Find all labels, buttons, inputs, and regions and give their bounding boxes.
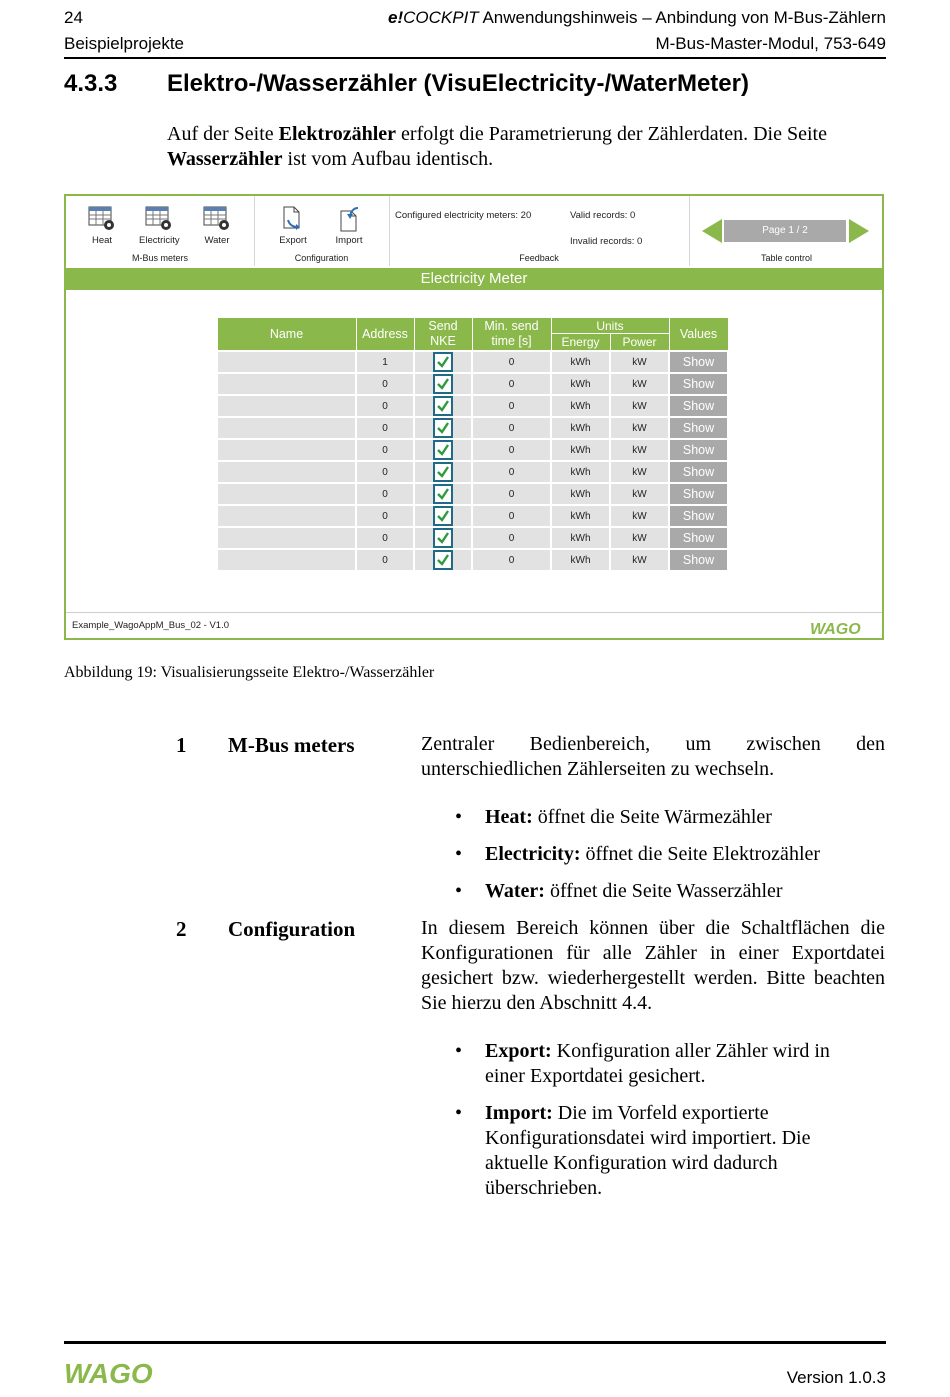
table-control-group-title: Table control — [760, 253, 813, 263]
cell-power-unit: kW — [610, 483, 669, 505]
show-values-button[interactable]: Show — [669, 439, 728, 461]
table-row — [217, 483, 728, 505]
table-row — [217, 417, 728, 439]
cell-name — [217, 527, 356, 549]
cell-name — [217, 461, 356, 483]
cell-send-nke[interactable] — [414, 527, 472, 549]
bullet-text: öffnet die Seite Wärmezähler — [532, 806, 772, 828]
cell-send-nke[interactable] — [414, 549, 472, 571]
import-icon — [336, 206, 362, 232]
cell-name — [217, 417, 356, 439]
bullet-text: öffnet die Seite Wasserzähler — [544, 880, 783, 902]
cell-address: 0 — [356, 439, 414, 461]
cell-send-nke[interactable] — [414, 461, 472, 483]
definition-term: M-Bus meters — [228, 733, 355, 757]
cell-min-send: 0 — [472, 351, 551, 373]
section-title: Elektro-/Wasserzähler (VisuElectricity-/WaterMeter) — [167, 70, 749, 97]
cell-power-unit: kW — [610, 351, 669, 373]
visualization-screenshot — [64, 194, 884, 640]
cell-min-send: 0 — [472, 483, 551, 505]
export-button[interactable] — [273, 206, 313, 246]
table-gear-icon — [88, 206, 116, 232]
cell-name — [217, 395, 356, 417]
bullet-label: Import: — [485, 1102, 553, 1124]
intro-paragraph — [167, 122, 886, 172]
version-text: Version 1.0.3 — [786, 1368, 886, 1387]
cell-address: 0 — [356, 395, 414, 417]
cell-address: 0 — [356, 527, 414, 549]
figure-caption: Abbildung 19: Visualisierungsseite Elektro-/Wasserzähler — [64, 664, 435, 681]
cell-energy-unit: kWh — [551, 505, 610, 527]
table-row — [217, 527, 728, 549]
show-values-button[interactable]: Show — [669, 483, 728, 505]
feedback-group-title: Feedback — [519, 253, 559, 263]
previous-page-arrow-icon[interactable] — [701, 218, 723, 244]
bullet-item — [421, 842, 885, 867]
send-nke-checkbox[interactable] — [433, 462, 453, 482]
section-number: 4.3.3 — [64, 70, 118, 97]
col-min-send-line1: Min. send — [484, 319, 539, 333]
cell-energy-unit: kWh — [551, 483, 610, 505]
checkmark-icon — [435, 442, 451, 458]
show-values-button[interactable]: Show — [669, 461, 728, 483]
cell-name — [217, 351, 356, 373]
col-name: Name — [217, 318, 356, 352]
send-nke-checkbox[interactable] — [433, 550, 453, 570]
checkmark-icon — [435, 354, 451, 370]
checkmark-icon — [435, 552, 451, 568]
definition-number: 1 — [176, 733, 187, 757]
brand-name: COCKPIT — [403, 8, 479, 27]
send-nke-checkbox[interactable] — [433, 506, 453, 526]
checkmark-icon — [435, 420, 451, 436]
cell-min-send: 0 — [472, 549, 551, 571]
cell-power-unit: kW — [610, 505, 669, 527]
bullet-text: öffnet die Seite Elektrozähler — [580, 843, 821, 865]
cell-address: 0 — [356, 461, 414, 483]
intro-text: ist vom Aufbau identisch. — [282, 148, 494, 170]
cell-min-send: 0 — [472, 461, 551, 483]
cell-address: 0 — [356, 483, 414, 505]
col-energy: Energy — [551, 334, 610, 351]
cell-power-unit: kW — [610, 373, 669, 395]
invalid-records-text: Invalid records: 0 — [570, 236, 643, 247]
send-nke-checkbox[interactable] — [433, 374, 453, 394]
cell-address: 0 — [356, 373, 414, 395]
cell-power-unit: kW — [610, 395, 669, 417]
section-heading — [64, 70, 749, 98]
doc-title: Anwendungshinweis – Anbindung von M-Bus-Zählern — [478, 8, 886, 27]
water-button[interactable] — [197, 206, 237, 246]
checkmark-icon — [435, 486, 451, 502]
table-row — [217, 461, 728, 483]
cell-send-nke[interactable] — [414, 351, 472, 373]
col-power: Power — [610, 334, 669, 351]
cell-address: 1 — [356, 351, 414, 373]
header-rule — [64, 57, 886, 59]
document-title — [388, 8, 886, 30]
cell-min-send: 0 — [472, 439, 551, 461]
configured-meters-text: Configured electricity meters: 20 — [395, 210, 532, 221]
checkmark-icon — [435, 464, 451, 480]
electricity-label: Electricity — [139, 235, 180, 246]
cell-power-unit: kW — [610, 527, 669, 549]
bullet-text: Konfiguration aller Zähler wird in einer Exportdatei gesichert. — [485, 1040, 830, 1087]
mbus-meters-group-title: M-Bus meters — [131, 253, 188, 263]
checkmark-icon — [435, 530, 451, 546]
wago-footer-logo-text: WAGO — [64, 1358, 153, 1388]
cell-power-unit: kW — [610, 417, 669, 439]
page-header-bottom — [64, 34, 886, 56]
bullet-item — [421, 1039, 861, 1089]
electricity-button[interactable] — [139, 206, 179, 246]
definition-description: In diesem Bereich können über die Schaltflächen die Konfigurationen für alle Zähler in einer Exportdatei gesichert bzw. wiederhergestellt werden. Bitte beachten Sie hierzu den Abschnitt 4.4. — [421, 917, 885, 1014]
meter-table-body — [217, 351, 728, 571]
definition-term: Configuration — [228, 917, 356, 941]
export-label: Export — [279, 235, 307, 246]
intro-bold-electricity: Elektrozähler — [278, 123, 397, 145]
valid-records-text: Valid records: 0 — [570, 210, 636, 221]
page-number: 24 — [64, 8, 83, 27]
water-label: Water — [204, 235, 230, 246]
heat-label: Heat — [91, 235, 113, 246]
col-address: Address — [356, 318, 414, 352]
cell-min-send: 0 — [472, 505, 551, 527]
table-gear-icon — [145, 206, 173, 232]
col-values: Values — [669, 318, 728, 352]
cell-energy-unit: kWh — [551, 439, 610, 461]
cell-send-nke[interactable] — [414, 373, 472, 395]
wago-logo — [810, 620, 868, 636]
cell-send-nke[interactable] — [414, 483, 472, 505]
intro-bold-water: Wasserzähler — [167, 148, 283, 170]
cell-send-nke[interactable] — [414, 439, 472, 461]
cell-address: 0 — [356, 549, 414, 571]
wago-footer-logo — [64, 1358, 154, 1388]
cell-power-unit: kW — [610, 549, 669, 571]
toolbar — [66, 196, 882, 266]
bullet-label: Electricity: — [485, 843, 581, 865]
cell-address: 0 — [356, 505, 414, 527]
bullet-label: Water: — [485, 880, 545, 902]
cell-name — [217, 439, 356, 461]
table-row — [217, 549, 728, 571]
wago-logo-text: WAGO — [810, 621, 861, 636]
module-name: M-Bus-Master-Modul, 753-649 — [655, 34, 886, 53]
cell-min-send: 0 — [472, 527, 551, 549]
brand-prefix: e! — [388, 8, 404, 27]
send-nke-checkbox[interactable] — [433, 352, 453, 372]
configuration-group — [254, 196, 390, 266]
show-values-button[interactable]: Show — [669, 395, 728, 417]
definition-number: 2 — [176, 917, 187, 941]
send-nke-checkbox[interactable] — [433, 528, 453, 548]
mbus-meters-group — [66, 196, 255, 266]
cell-energy-unit: kWh — [551, 395, 610, 417]
cell-send-nke[interactable] — [414, 395, 472, 417]
col-send-nke-line1: Send — [428, 319, 458, 333]
table-gear-icon — [203, 206, 231, 232]
definition-description: Zentraler Bedienbereich, um zwischen den unterschiedlichen Zählerseiten zu wechseln. — [421, 733, 885, 780]
col-units: Units — [551, 318, 669, 334]
next-page-arrow-icon[interactable] — [848, 218, 870, 244]
page-indicator: Page 1 / 2 — [724, 220, 846, 242]
definition-bullets — [421, 1039, 861, 1201]
configuration-group-title: Configuration — [294, 253, 349, 263]
col-min-send — [472, 318, 551, 352]
cell-energy-unit: kWh — [551, 549, 610, 571]
send-nke-checkbox[interactable] — [433, 440, 453, 460]
show-values-button[interactable]: Show — [669, 373, 728, 395]
footer-rule — [64, 1341, 886, 1344]
bullet-item — [421, 1101, 861, 1201]
checkmark-icon — [435, 508, 451, 524]
table-row — [217, 351, 728, 373]
cell-power-unit: kW — [610, 439, 669, 461]
show-values-button[interactable]: Show — [669, 505, 728, 527]
checkmark-icon — [435, 376, 451, 392]
chapter-name: Beispielprojekte — [64, 34, 185, 53]
send-nke-checkbox[interactable] — [433, 418, 453, 438]
col-min-send-line2: time [s] — [491, 334, 532, 348]
electricity-meter-title: Electricity Meter — [66, 268, 882, 290]
send-nke-checkbox[interactable] — [433, 484, 453, 504]
cell-energy-unit: kWh — [551, 527, 610, 549]
feedback-group — [389, 196, 690, 266]
bullet-item — [421, 805, 885, 830]
cell-name — [217, 483, 356, 505]
definition-bullets — [421, 805, 885, 904]
send-nke-checkbox[interactable] — [433, 396, 453, 416]
cell-min-send: 0 — [472, 395, 551, 417]
intro-text: erfolgt die Parametrierung der Zählerdaten. Die Seite — [396, 123, 827, 145]
bullet-label: Export: — [485, 1040, 552, 1062]
export-icon — [280, 206, 306, 232]
checkmark-icon — [435, 398, 451, 414]
page-header-top — [64, 8, 886, 30]
cell-energy-unit: kWh — [551, 373, 610, 395]
cell-name — [217, 505, 356, 527]
show-values-button[interactable]: Show — [669, 527, 728, 549]
import-label: Import — [335, 235, 363, 246]
col-send-nke-line2: NKE — [430, 334, 456, 348]
meter-table — [216, 317, 729, 572]
cell-send-nke[interactable] — [414, 505, 472, 527]
cell-power-unit: kW — [610, 461, 669, 483]
cell-energy-unit: kWh — [551, 461, 610, 483]
bullet-item — [421, 879, 885, 904]
table-row — [217, 439, 728, 461]
table-row — [217, 395, 728, 417]
screenshot-footer-divider — [66, 612, 882, 613]
bullet-text: Die im Vorfeld exportierte Konfigurationsdatei wird importiert. Die aktuelle Konfiguration wird dadurch überschrieben. — [485, 1102, 811, 1199]
cell-min-send: 0 — [472, 417, 551, 439]
cell-address: 0 — [356, 417, 414, 439]
cell-min-send: 0 — [472, 373, 551, 395]
heat-button[interactable] — [82, 206, 122, 246]
cell-energy-unit: kWh — [551, 351, 610, 373]
cell-send-nke[interactable] — [414, 417, 472, 439]
table-row — [217, 505, 728, 527]
intro-text: Auf der Seite — [167, 123, 279, 145]
cell-name — [217, 549, 356, 571]
project-version-text: Example_WagoAppM_Bus_02 - V1.0 — [72, 620, 230, 631]
bullet-label: Heat: — [485, 806, 533, 828]
col-send-nke — [414, 318, 472, 352]
show-values-button[interactable]: Show — [669, 417, 728, 439]
cell-energy-unit: kWh — [551, 417, 610, 439]
show-values-button[interactable]: Show — [669, 351, 728, 373]
table-row — [217, 373, 728, 395]
import-button[interactable] — [329, 206, 369, 246]
cell-name — [217, 373, 356, 395]
show-values-button[interactable]: Show — [669, 549, 728, 571]
